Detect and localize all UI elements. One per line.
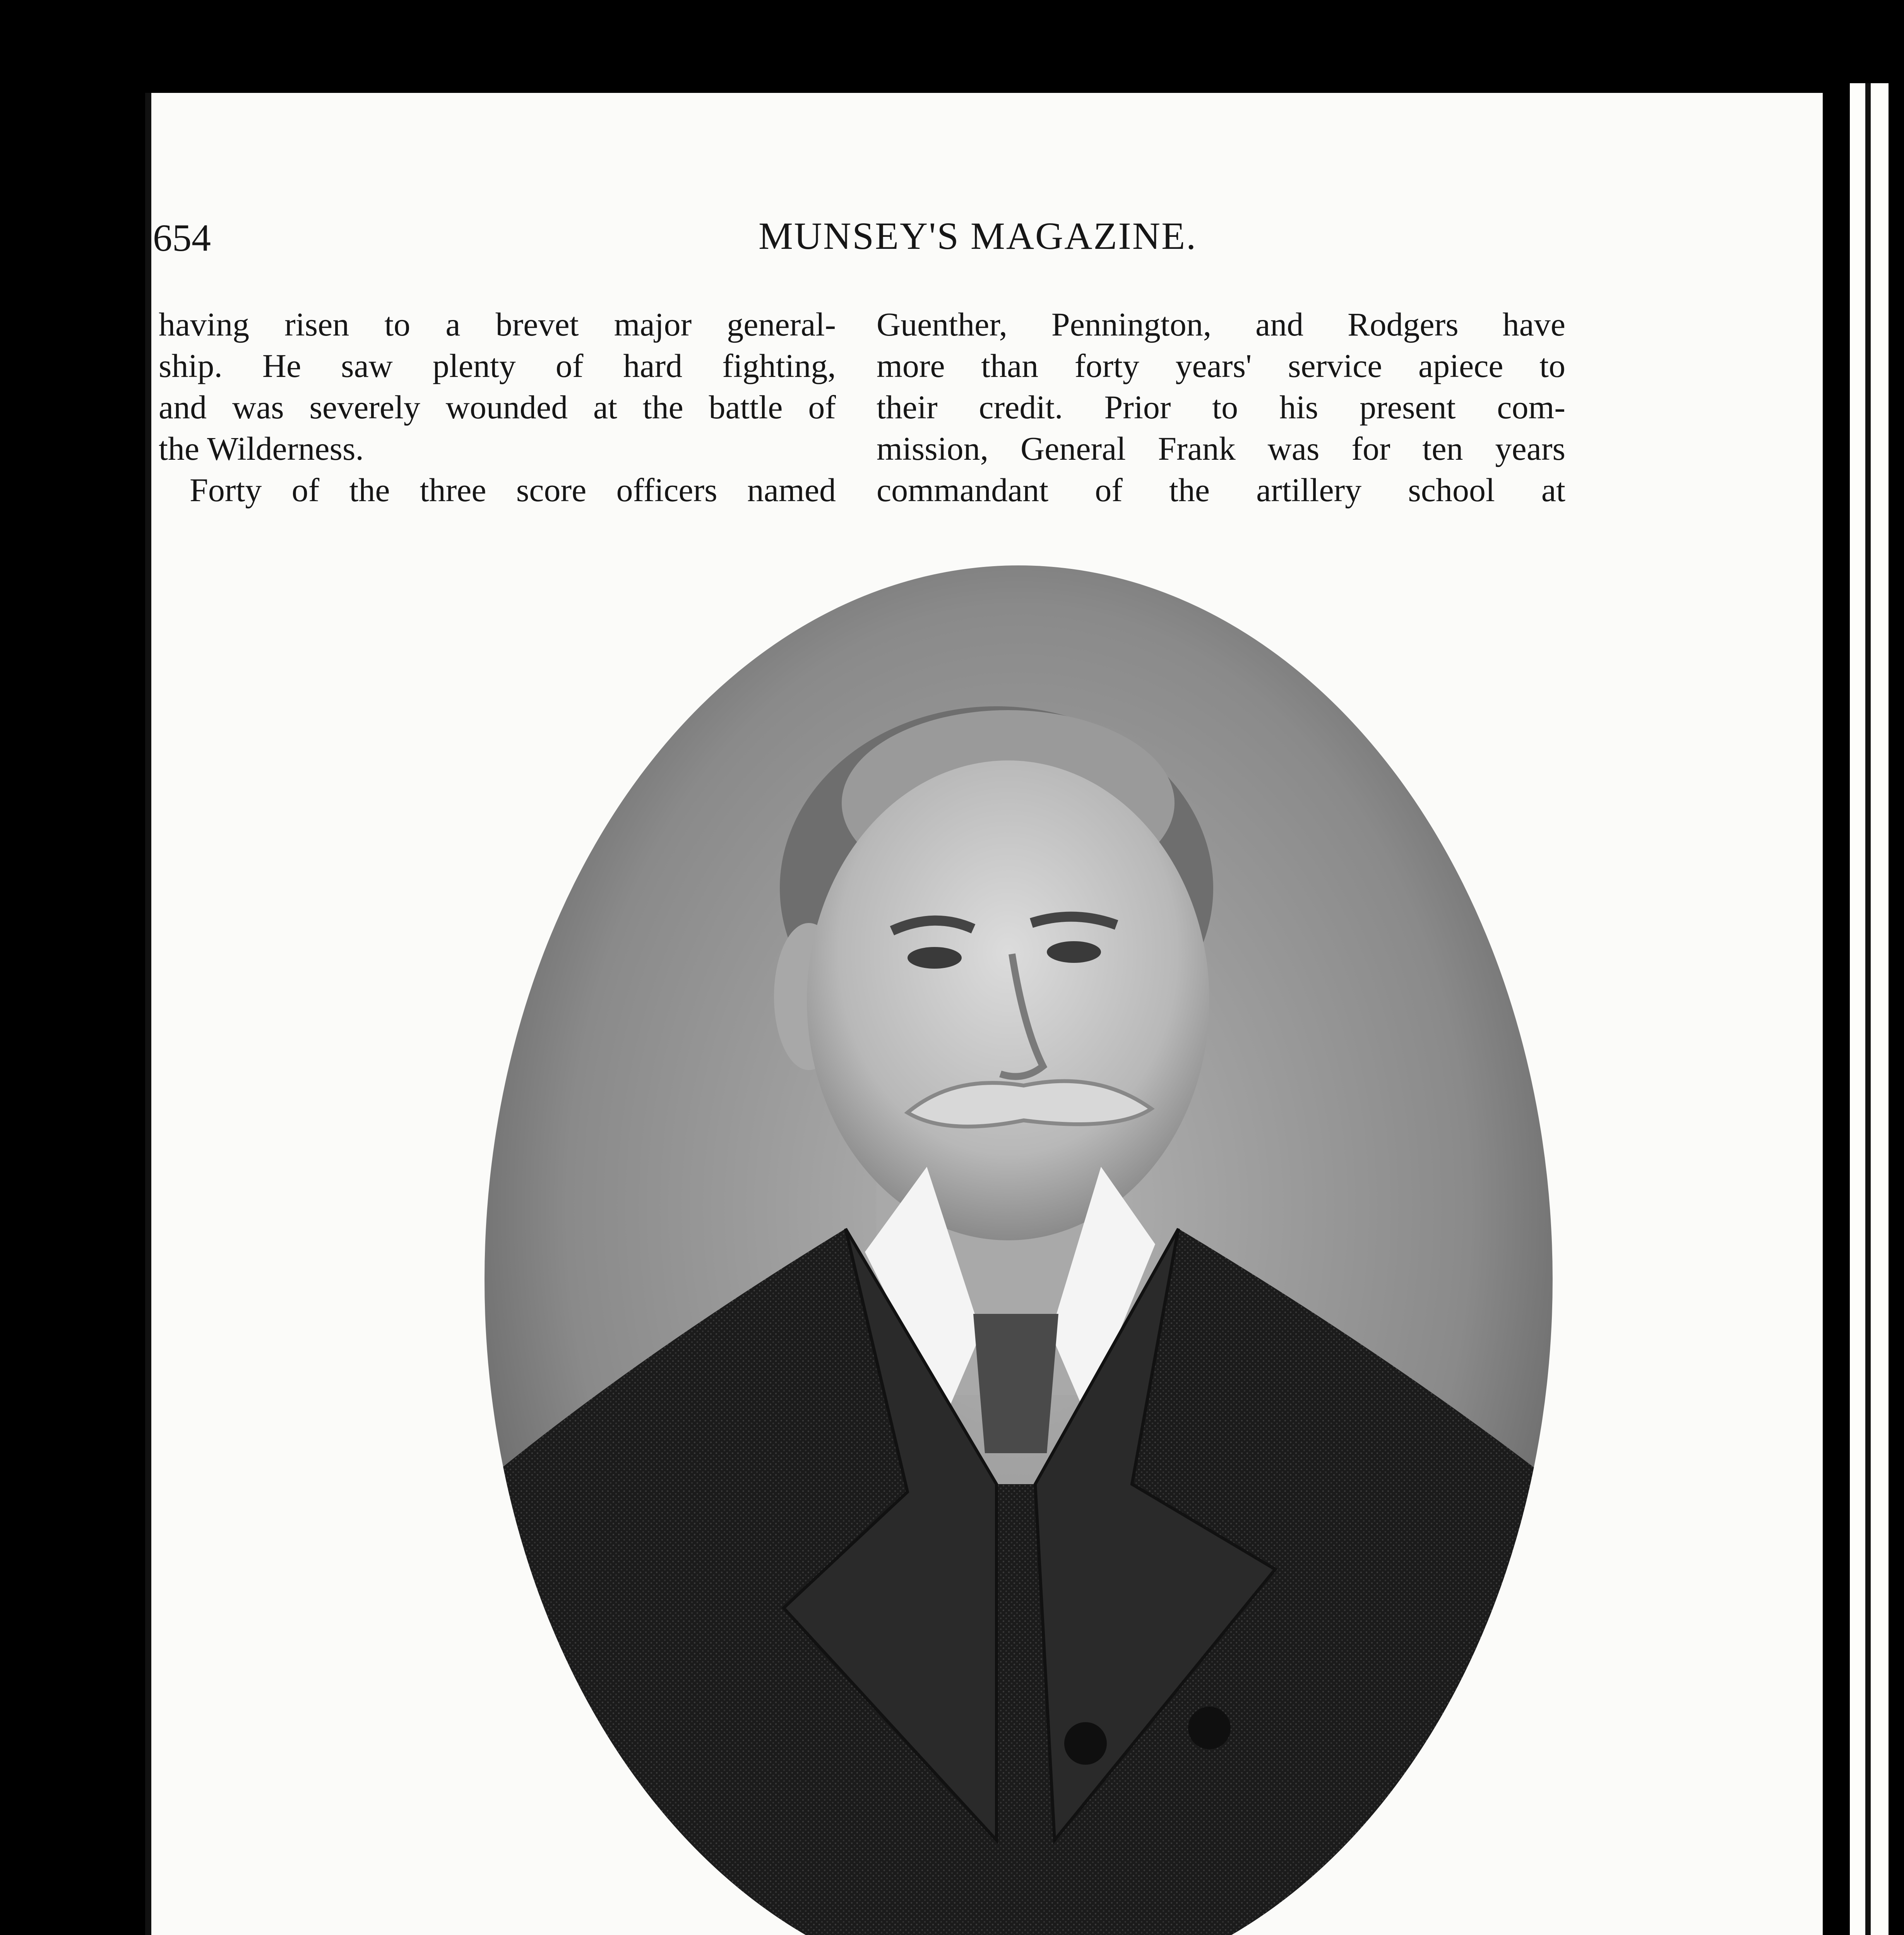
- text-line: mission, General Frank was for ten years: [877, 430, 1565, 467]
- text-line: Forty of the three score officers named: [190, 471, 836, 509]
- top-left-column: [159, 304, 987, 511]
- text-line: commandant of the artillery school at: [877, 471, 1565, 509]
- facing-page-gutter: [1865, 83, 1871, 1935]
- text-line: Guenther, Pennington, and Rodgers have: [877, 306, 1565, 343]
- text-line: ship. He saw plenty of hard fighting,: [159, 347, 836, 384]
- text-line: and was severely wounded at the battle of: [159, 389, 836, 426]
- portrait-photograph: [482, 563, 1556, 1935]
- text-line: the Wilderness.: [159, 430, 364, 467]
- magazine-title: MUNSEY'S MAGAZINE.: [759, 214, 1197, 257]
- top-right-column: [877, 304, 1565, 511]
- text-line: their credit. Prior to his present com-: [877, 389, 1565, 426]
- text-line: having risen to a brevet major general-: [159, 306, 836, 343]
- text-line: more than forty years' service apiece to: [877, 347, 1565, 384]
- page-number: 654: [153, 216, 211, 259]
